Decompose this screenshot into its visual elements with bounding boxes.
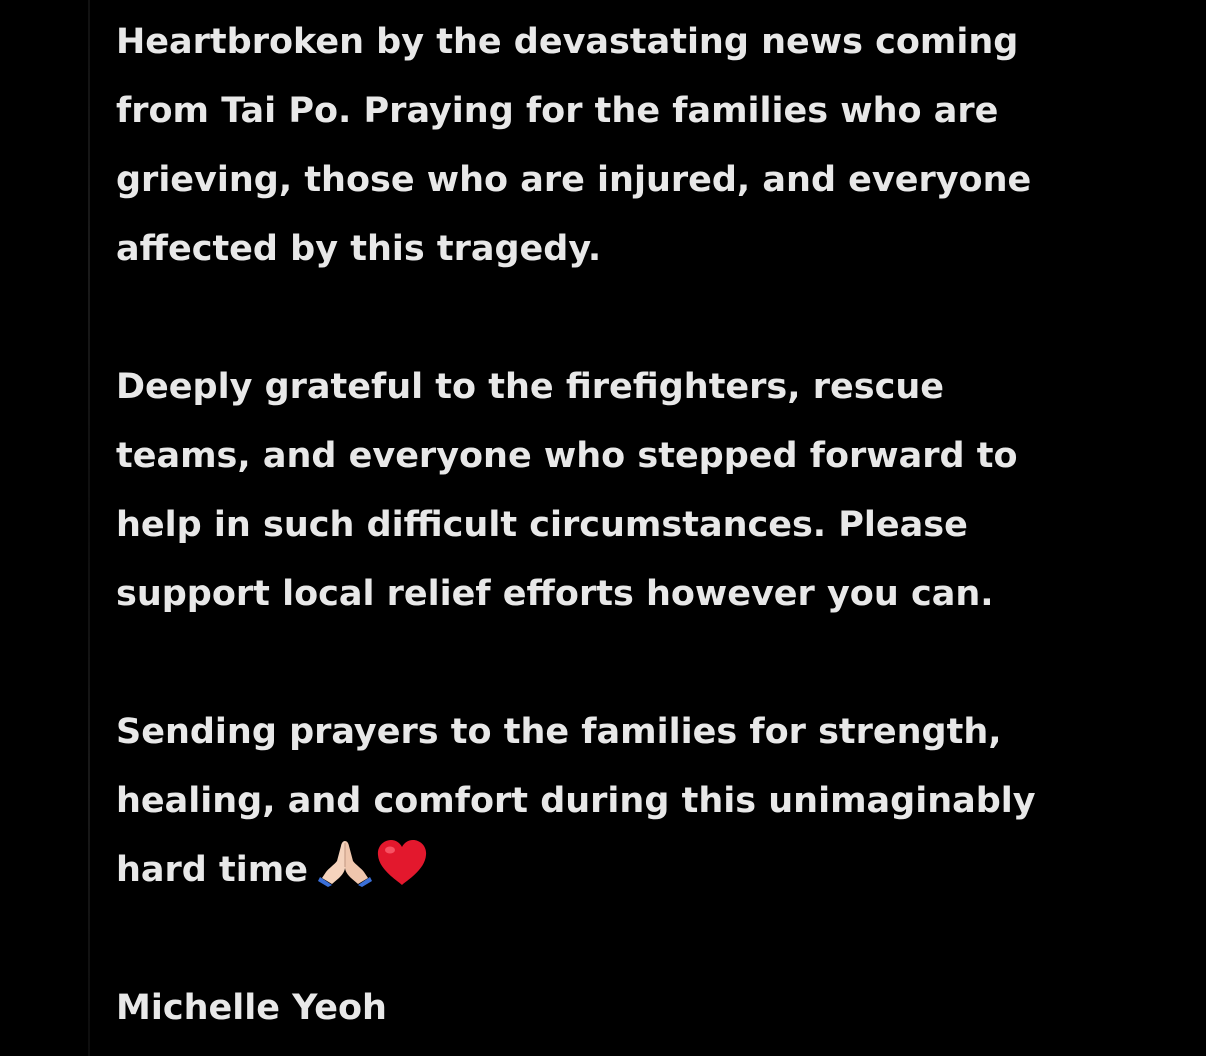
text-line: help in such difficult circumstances. Please — [116, 505, 968, 545]
text-line: hard time — [116, 850, 308, 890]
note-body — [116, 8, 1176, 1043]
paragraph-condolence — [116, 8, 1176, 284]
paragraph-prayers — [116, 698, 1176, 905]
paragraph-spacer — [116, 905, 1176, 974]
paragraph-spacer — [116, 284, 1176, 353]
text-line-with-emoji — [116, 836, 1176, 905]
red-heart-icon — [376, 839, 428, 887]
text-line: grieving, those who are injured, and everyone — [116, 160, 1032, 200]
text-line: healing, and comfort during this unimaginably — [116, 781, 1036, 821]
text-line: Deeply grateful to the firefighters, rescue — [116, 367, 944, 407]
folded-hands-icon — [318, 837, 372, 887]
paragraph-gratitude — [116, 353, 1176, 629]
text-line: Heartbroken by the devastating news coming — [116, 22, 1019, 62]
text-line: teams, and everyone who stepped forward to — [116, 436, 1018, 476]
signature: Michelle Yeoh — [116, 988, 387, 1028]
left-edge-divider — [88, 0, 90, 1056]
text-line: support local relief efforts however you can. — [116, 574, 994, 614]
text-line: affected by this tragedy. — [116, 229, 602, 269]
signature-paragraph — [116, 974, 1176, 1043]
paragraph-spacer — [116, 629, 1176, 698]
text-line: from Tai Po. Praying for the families who are — [116, 91, 999, 131]
text-line: Sending prayers to the families for strength, — [116, 712, 1002, 752]
